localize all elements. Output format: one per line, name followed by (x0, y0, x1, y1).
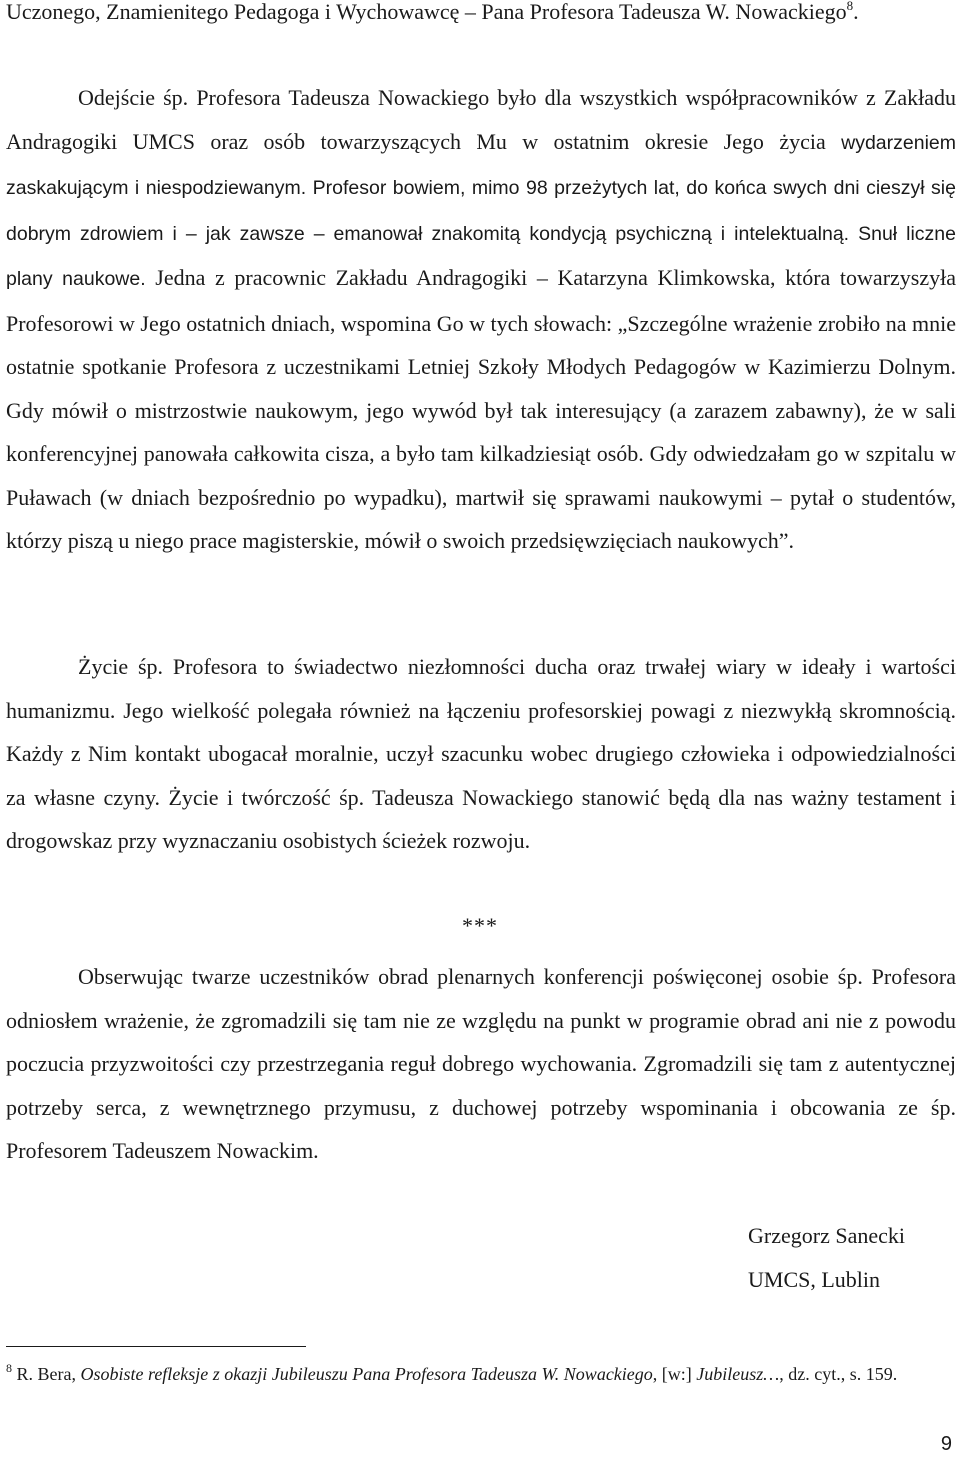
paragraph-text-quote: Jedna z pracownic Zakładu Andragogiki – Katarzyna Klimkowska, która towarzyszyła Profesorowi w Jego ostatnich dniach, wspomina Go w tych słowach: „Szczególne wrażenie zrobiło na mnie ostatnie spotkanie Profesora z uczestnikami Letniej Szkoły Młodych Pedagogów w Kazimierzu Dolnym. Gdy mówił o mistrzostwie naukowym, jego wywód był tak interesujący (a zarazem zabawny), że w sali konferencyjnej panowała całkowita cisza, a było tam kilkadziesiąt osób. Gdy odwiedzałam go w szpitalu w Puławach (w dniach bezpośrednio po wypadku), martwił się sprawami naukowymi – pytał o studentów, którzy piszą u niego prace magisterskie, mówił o swoich przedsięwzięciach naukowych”. (6, 265, 957, 553)
footnote-number: 8 (6, 1361, 12, 1375)
author-signature (748, 1214, 905, 1301)
paragraph-text-sans: wydarzeniem zaskakującym i niespodziewanym. Profesor bowiem, mimo 98 przeżytych lat, do końca swych dni cieszył się dobrym zdrowiem i – jak zawsze – emanował znakomitą kondycją psychiczną i intelektualną. Snuł liczne plany naukowe. (6, 131, 956, 290)
paragraph-text: Uczonego, Znamienitego Pedagoga i Wychowawcę – Pana Profesora Tadeusza W. Nowackiego (6, 0, 847, 24)
footnote-divider (6, 1346, 306, 1347)
footnote (6, 1355, 956, 1393)
paragraph-continuation (6, 0, 956, 34)
author-affiliation: UMCS, Lublin (748, 1266, 881, 1292)
page-number: 9 (940, 1433, 952, 1455)
footnote-source: Jubileusz… (696, 1364, 780, 1384)
paragraph-punctuation: . (853, 0, 859, 24)
author-name: Grzegorz Sanecki (748, 1223, 905, 1248)
paragraph-zycie: Życie śp. Profesora to świadectwo niezłomności ducha oraz trwałej wiary w ideały i wartości humanizmu. Jego wielkość polegała również na łączeniu profesorskiej powagi z niezwykłą skromnością. Każdy z Nim kontakt ubogacał moralnie, uczył szacunku wobec drugiego człowieka i odpowiedzialności za własne czyny. Życie i twórczość śp. Tadeusza Nowackiego stanowić będą dla nas ważny testament i drogowskaz przy wyznaczaniu osobistych ścieżek rozwoju. (6, 654, 956, 853)
section-separator: *** (462, 913, 498, 938)
footnote-reference: 8 (846, 0, 854, 13)
paragraph-text-serif: Odejście śp. Profesora Tadeusza Nowackiego było dla wszystkich współpracowników z Zakładu Andragogiki UMCS oraz osób towarzyszących Mu w ostatnim okresie Jego życia (6, 85, 956, 154)
footnote-middle: , [w:] (652, 1364, 697, 1384)
footnote-tail: , dz. cyt., s. 159. (779, 1364, 898, 1384)
paragraph-odejscie (6, 76, 956, 563)
footnote-author: R. Bera, (12, 1364, 81, 1384)
footnote-title: Osobiste refleksje z okazji Jubileuszu Pana Profesora Tadeusza W. Nowackiego (80, 1364, 653, 1384)
paragraph-obserwujac: Obserwując twarze uczestników obrad plenarnych konferencji poświęconej osobie śp. Profesora odniosłem wrażenie, że zgromadzili się tam nie ze względu na punkt w programie obrad ani nie z powodu poczucia przyzwoitości czy przestrzegania reguł dobrego wychowania. Zgromadzili się tam z autentycznej potrzeby serca, z wewnętrznego przymusu, z duchowej potrzeby wspominania i obcowania ze śp. Profesorem Tadeuszem Nowackim. (6, 964, 956, 1163)
